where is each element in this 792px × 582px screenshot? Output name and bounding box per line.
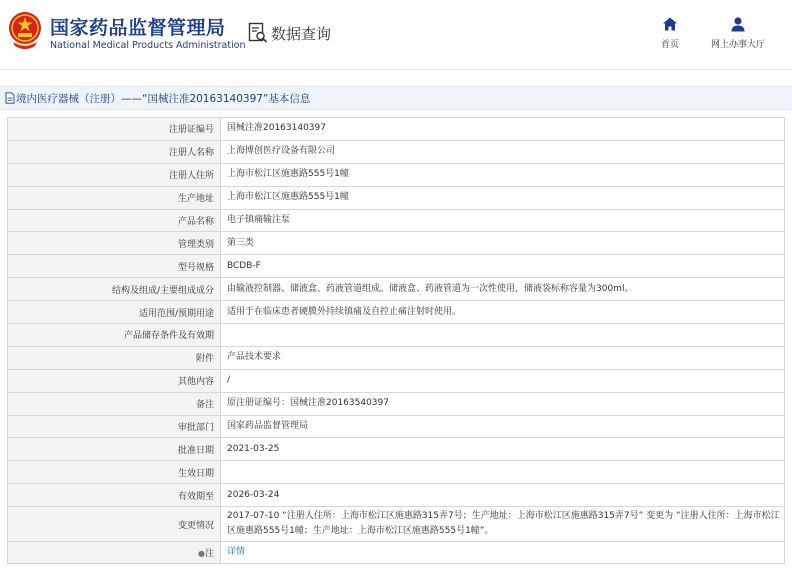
note-label: 注 bbox=[204, 549, 214, 560]
field-label: 适用范围/预期用途 bbox=[8, 301, 221, 324]
table-row bbox=[8, 186, 785, 209]
table-row bbox=[8, 346, 785, 369]
field-label: 注册证编号 bbox=[8, 118, 221, 141]
table-row bbox=[8, 415, 785, 438]
field-value bbox=[221, 324, 785, 347]
table-row bbox=[8, 118, 785, 141]
field-value: 2026-03-24 bbox=[221, 484, 785, 507]
nav-online-hall-label: 网上办事大厅 bbox=[711, 40, 766, 50]
field-value: 由输液控制器、储液盒、药液管道组成。储液盒、药液管道为一次性使用，储液袋标称容量为300ml。 bbox=[221, 278, 785, 301]
table-row bbox=[8, 461, 785, 484]
field-label: 注册人住所 bbox=[8, 163, 221, 186]
nav-home[interactable] bbox=[661, 16, 679, 50]
table-row bbox=[8, 324, 785, 347]
field-value: 产品技术要求 bbox=[221, 346, 785, 369]
home-icon bbox=[662, 16, 678, 32]
field-label: 结构及组成/主要组成成分 bbox=[8, 278, 221, 301]
org-name-en: National Medical Products Administration bbox=[50, 40, 246, 51]
section-heading bbox=[248, 21, 331, 45]
field-value: 国械注准20163140397 bbox=[221, 118, 785, 141]
note-value-cell bbox=[221, 542, 785, 564]
section-title: 数据查询 bbox=[271, 24, 332, 43]
record-title-bar bbox=[0, 86, 792, 110]
field-value: / bbox=[221, 369, 785, 392]
field-label: 生效日期 bbox=[8, 461, 221, 484]
bulb-icon: ● bbox=[198, 549, 205, 559]
field-value: 上海博创医疗设备有限公司 bbox=[221, 140, 785, 163]
table-row bbox=[8, 278, 785, 301]
field-value: 上海市松江区施惠路555号1幢 bbox=[221, 186, 785, 209]
field-value: 2021-03-25 bbox=[221, 438, 785, 461]
field-value: 第三类 bbox=[221, 232, 785, 255]
field-label: 管理类别 bbox=[8, 232, 221, 255]
user-icon bbox=[730, 16, 746, 32]
detail-table bbox=[7, 117, 785, 564]
table-row bbox=[8, 484, 785, 507]
table-row bbox=[8, 232, 785, 255]
table-row bbox=[8, 209, 785, 232]
table-row bbox=[8, 301, 785, 324]
field-value: BCDB-F bbox=[221, 255, 785, 278]
field-label: 批准日期 bbox=[8, 438, 221, 461]
field-value: 上海市松江区施惠路555号1幢 bbox=[221, 163, 785, 186]
field-label: 生产地址 bbox=[8, 186, 221, 209]
field-label: 备注 bbox=[8, 392, 221, 415]
org-name-cn: 国家药品监督管理局 bbox=[50, 17, 226, 39]
field-value bbox=[221, 461, 785, 484]
field-label: 产品名称 bbox=[8, 209, 221, 232]
table-row bbox=[8, 163, 785, 186]
national-emblem-icon bbox=[7, 10, 43, 50]
table-row bbox=[8, 140, 785, 163]
field-label: 型号规格 bbox=[8, 255, 221, 278]
table-row bbox=[8, 369, 785, 392]
note-label-cell bbox=[8, 542, 221, 564]
field-label: 注册人名称 bbox=[8, 140, 221, 163]
nav-online-hall[interactable] bbox=[711, 16, 765, 50]
nav-home-label: 首页 bbox=[661, 40, 680, 50]
field-value: 适用于在临床患者硬膜外持续镇痛及自控止痛注射时使用。 bbox=[221, 301, 785, 324]
field-value: 电子镇痛输注泵 bbox=[221, 209, 785, 232]
field-value: 国家药品监督管理局 bbox=[221, 415, 785, 438]
table-row bbox=[8, 255, 785, 278]
table-row bbox=[8, 507, 785, 542]
site-header bbox=[0, 0, 792, 70]
field-label: 有效期至 bbox=[8, 484, 221, 507]
table-row bbox=[8, 438, 785, 461]
document-search-icon bbox=[248, 22, 268, 44]
field-label: 附件 bbox=[8, 346, 221, 369]
table-row bbox=[8, 392, 785, 415]
document-icon bbox=[5, 92, 15, 104]
field-label: 其他内容 bbox=[8, 369, 221, 392]
table-row bbox=[8, 542, 785, 564]
record-title: 境内医疗器械（注册）——“国械注准20163140397”基本信息 bbox=[16, 92, 311, 105]
field-label: 变更情况 bbox=[8, 507, 221, 542]
field-label: 产品储存条件及有效期 bbox=[8, 324, 221, 347]
field-label: 审批部门 bbox=[8, 415, 221, 438]
field-value: 2017-07-10 “注册人住所：上海市松江区施惠路315弄7号；生产地址：上海市松江区施惠路315弄7号” 变更为 “注册人住所：上海市松江区施惠路555号1幢；生产地址：上海市松江区施惠路555号1幢”。 bbox=[221, 507, 785, 542]
details-link[interactable]: 详情 bbox=[227, 547, 246, 558]
field-value: 原注册证编号：国械注准20163540397 bbox=[221, 392, 785, 415]
